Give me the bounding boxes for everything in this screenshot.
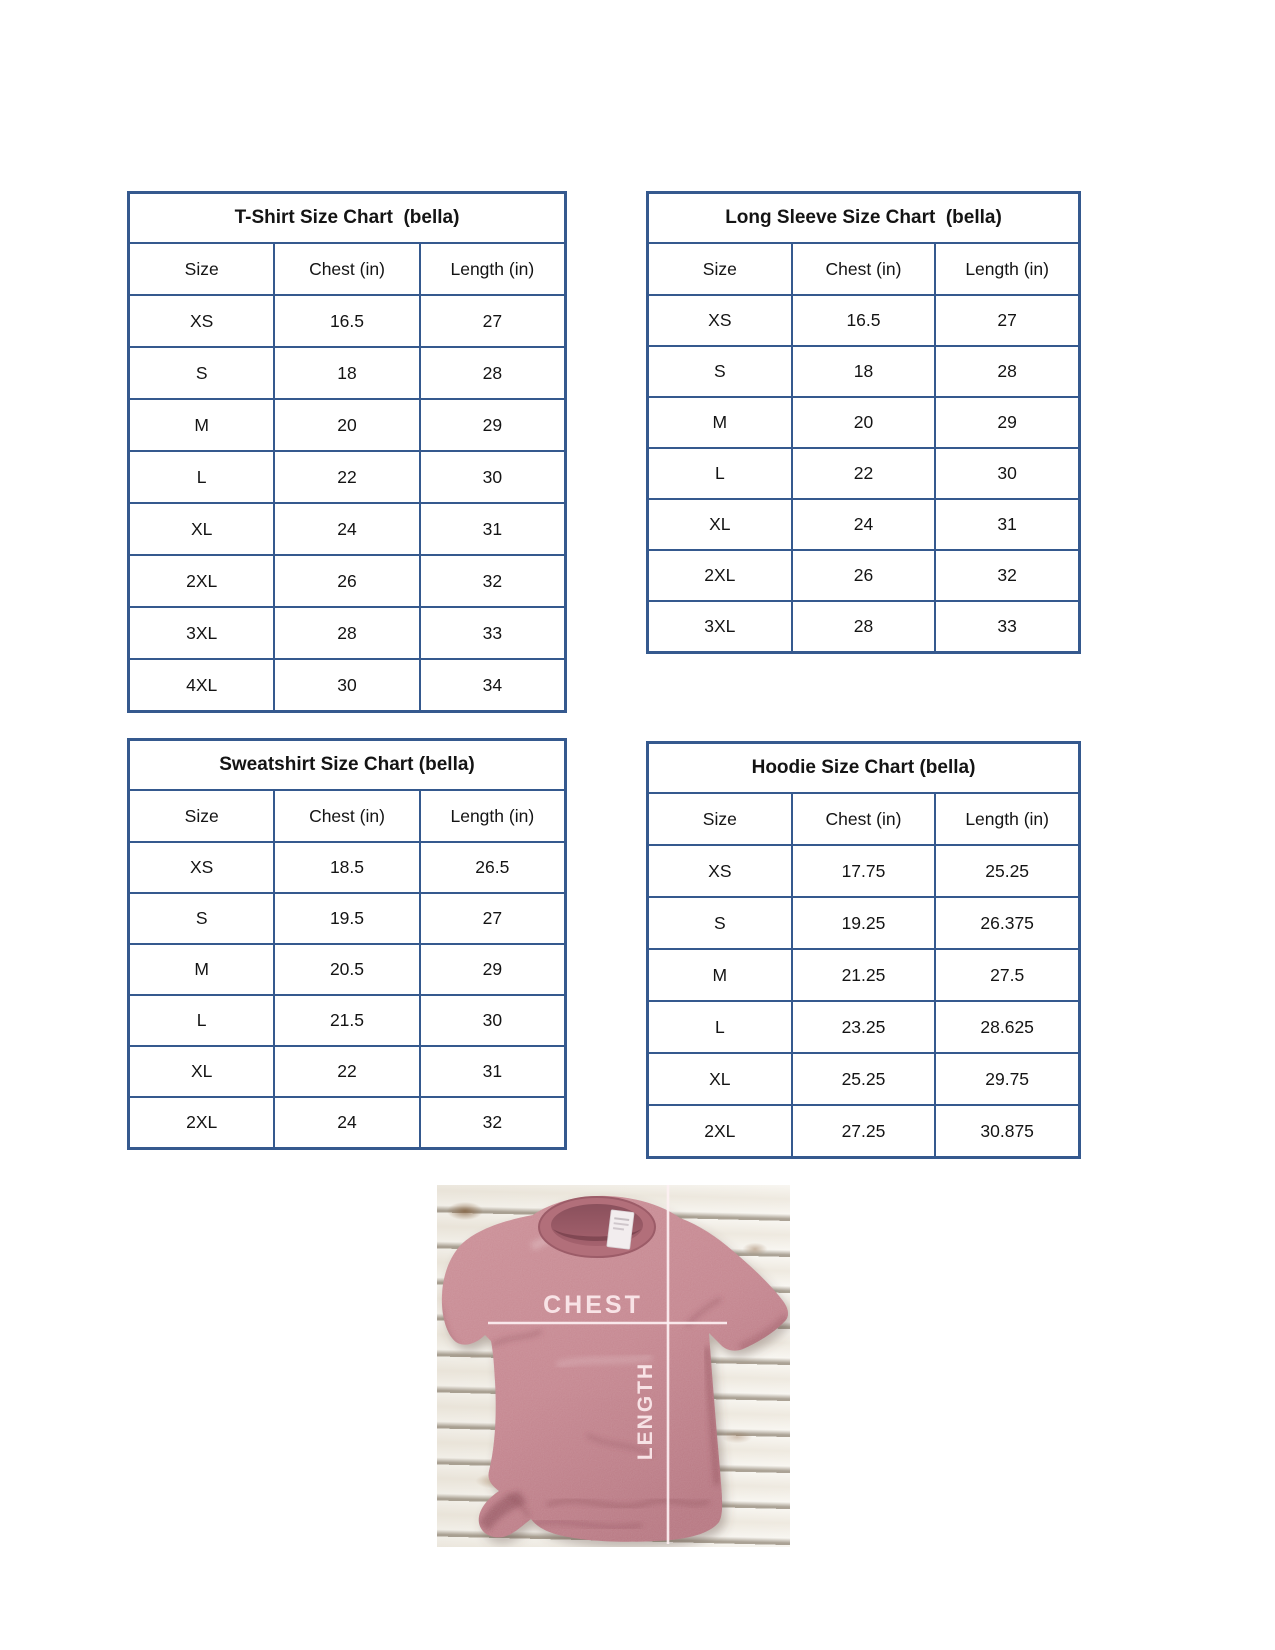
length-cell: 30 — [935, 448, 1079, 499]
chest-cell: 27.25 — [792, 1105, 936, 1157]
size-cell: XL — [648, 1053, 792, 1105]
column-header-chest: Chest (in) — [792, 243, 936, 295]
length-cell: 25.25 — [935, 845, 1079, 897]
chest-cell: 22 — [274, 451, 419, 503]
table-header-row — [648, 793, 1079, 845]
chest-cell: 16.5 — [792, 295, 936, 346]
table-title-row — [129, 193, 565, 243]
column-header-chest: Chest (in) — [792, 793, 936, 845]
table-row — [129, 893, 565, 944]
column-header-length: Length (in) — [420, 243, 565, 295]
table-title-row — [129, 740, 565, 790]
chest-cell: 19.5 — [274, 893, 419, 944]
length-cell: 27 — [935, 295, 1079, 346]
table-title-row — [648, 193, 1079, 243]
length-label: LENGTH — [634, 1361, 657, 1461]
size-cell: XL — [129, 1046, 274, 1097]
size-table-tshirt — [128, 192, 566, 712]
table-row — [129, 607, 565, 659]
chest-cell: 25.25 — [792, 1053, 936, 1105]
size-cell: XS — [129, 842, 274, 893]
chest-cell: 21.5 — [274, 995, 419, 1046]
chest-cell: 18 — [274, 347, 419, 399]
chest-cell: 21.25 — [792, 949, 936, 1001]
chest-cell: 18 — [792, 346, 936, 397]
length-cell: 29 — [420, 399, 565, 451]
size-cell: 2XL — [648, 550, 792, 601]
length-cell: 29 — [935, 397, 1079, 448]
length-cell: 29 — [420, 944, 565, 995]
chest-cell: 28 — [792, 601, 936, 652]
size-cell: XS — [648, 845, 792, 897]
size-table-hoodie — [647, 742, 1080, 1158]
length-cell: 29.75 — [935, 1053, 1079, 1105]
length-cell: 28 — [420, 347, 565, 399]
shirt-measurement-photo — [437, 1185, 790, 1547]
table-row — [648, 897, 1079, 949]
table-row — [648, 949, 1079, 1001]
neck-label — [607, 1210, 634, 1250]
size-cell: L — [648, 1001, 792, 1053]
length-cell: 27 — [420, 893, 565, 944]
shirt-illustration — [437, 1185, 790, 1547]
table-row — [129, 944, 565, 995]
chest-cell: 20 — [792, 397, 936, 448]
length-cell: 32 — [935, 550, 1079, 601]
column-header-length: Length (in) — [420, 790, 565, 842]
size-cell: 2XL — [129, 555, 274, 607]
column-header-length: Length (in) — [935, 243, 1079, 295]
chest-cell: 17.75 — [792, 845, 936, 897]
chest-cell: 20.5 — [274, 944, 419, 995]
length-cell: 31 — [420, 503, 565, 555]
chest-cell: 30 — [274, 659, 419, 711]
length-cell: 26.375 — [935, 897, 1079, 949]
length-cell: 27.5 — [935, 949, 1079, 1001]
size-cell: 2XL — [648, 1105, 792, 1157]
length-cell: 28.625 — [935, 1001, 1079, 1053]
chest-cell: 23.25 — [792, 1001, 936, 1053]
table-row — [648, 1105, 1079, 1157]
size-cell: S — [648, 346, 792, 397]
column-header-length: Length (in) — [935, 793, 1079, 845]
column-header-size: Size — [129, 243, 274, 295]
chest-cell: 22 — [274, 1046, 419, 1097]
size-cell: S — [129, 347, 274, 399]
length-cell: 33 — [420, 607, 565, 659]
table-row — [648, 845, 1079, 897]
size-cell: 2XL — [129, 1097, 274, 1148]
table-title: Sweatshirt Size Chart (bella) — [129, 740, 565, 790]
size-cell: M — [648, 397, 792, 448]
table-row — [129, 1046, 565, 1097]
length-cell: 34 — [420, 659, 565, 711]
chest-label: CHEST — [543, 1291, 643, 1319]
chest-cell: 19.25 — [792, 897, 936, 949]
size-table-sweatshirt — [128, 739, 566, 1149]
length-cell: 30 — [420, 451, 565, 503]
table-row — [129, 451, 565, 503]
chest-cell: 24 — [274, 503, 419, 555]
chest-cell: 26 — [274, 555, 419, 607]
size-cell: XS — [648, 295, 792, 346]
size-cell: 4XL — [129, 659, 274, 711]
table-row — [129, 555, 565, 607]
size-cell: M — [648, 949, 792, 1001]
table-title: Long Sleeve Size Chart (bella) — [648, 193, 1079, 243]
length-cell: 30 — [420, 995, 565, 1046]
size-cell: 3XL — [129, 607, 274, 659]
column-header-size: Size — [648, 243, 792, 295]
table-header-row — [129, 790, 565, 842]
table-row — [129, 347, 565, 399]
table-row — [129, 1097, 565, 1148]
chest-cell: 22 — [792, 448, 936, 499]
table-row — [129, 295, 565, 347]
length-cell: 27 — [420, 295, 565, 347]
length-cell: 33 — [935, 601, 1079, 652]
table-header-row — [648, 243, 1079, 295]
shirt-collar — [539, 1197, 655, 1257]
table-row — [129, 503, 565, 555]
column-header-size: Size — [648, 793, 792, 845]
size-cell: L — [129, 451, 274, 503]
chest-cell: 26 — [792, 550, 936, 601]
chest-cell: 18.5 — [274, 842, 419, 893]
table-row — [648, 346, 1079, 397]
table-header-row — [129, 243, 565, 295]
length-cell: 32 — [420, 555, 565, 607]
table-row — [129, 842, 565, 893]
size-table-long-sleeve — [647, 192, 1080, 653]
size-cell: L — [129, 995, 274, 1046]
size-cell: XL — [129, 503, 274, 555]
table-row — [648, 1053, 1079, 1105]
table-title: T-Shirt Size Chart (bella) — [129, 193, 565, 243]
chest-cell: 24 — [792, 499, 936, 550]
length-cell: 31 — [420, 1046, 565, 1097]
length-cell: 31 — [935, 499, 1079, 550]
table-row — [648, 295, 1079, 346]
chest-cell: 20 — [274, 399, 419, 451]
size-cell: XL — [648, 499, 792, 550]
size-cell: S — [129, 893, 274, 944]
length-cell: 26.5 — [420, 842, 565, 893]
length-cell: 32 — [420, 1097, 565, 1148]
column-header-chest: Chest (in) — [274, 243, 419, 295]
table-row — [129, 659, 565, 711]
table-title: Hoodie Size Chart (bella) — [648, 743, 1079, 793]
size-cell: XS — [129, 295, 274, 347]
table-row — [129, 995, 565, 1046]
length-cell: 30.875 — [935, 1105, 1079, 1157]
chest-cell: 28 — [274, 607, 419, 659]
column-header-size: Size — [129, 790, 274, 842]
length-cell: 28 — [935, 346, 1079, 397]
table-row — [129, 399, 565, 451]
size-cell: M — [129, 944, 274, 995]
table-row — [648, 550, 1079, 601]
column-header-chest: Chest (in) — [274, 790, 419, 842]
table-row — [648, 448, 1079, 499]
table-row — [648, 397, 1079, 448]
chest-cell: 16.5 — [274, 295, 419, 347]
table-row — [648, 499, 1079, 550]
size-cell: 3XL — [648, 601, 792, 652]
table-row — [648, 1001, 1079, 1053]
table-row — [648, 601, 1079, 652]
size-cell: M — [129, 399, 274, 451]
size-cell: L — [648, 448, 792, 499]
size-cell: S — [648, 897, 792, 949]
table-title-row — [648, 743, 1079, 793]
chest-cell: 24 — [274, 1097, 419, 1148]
